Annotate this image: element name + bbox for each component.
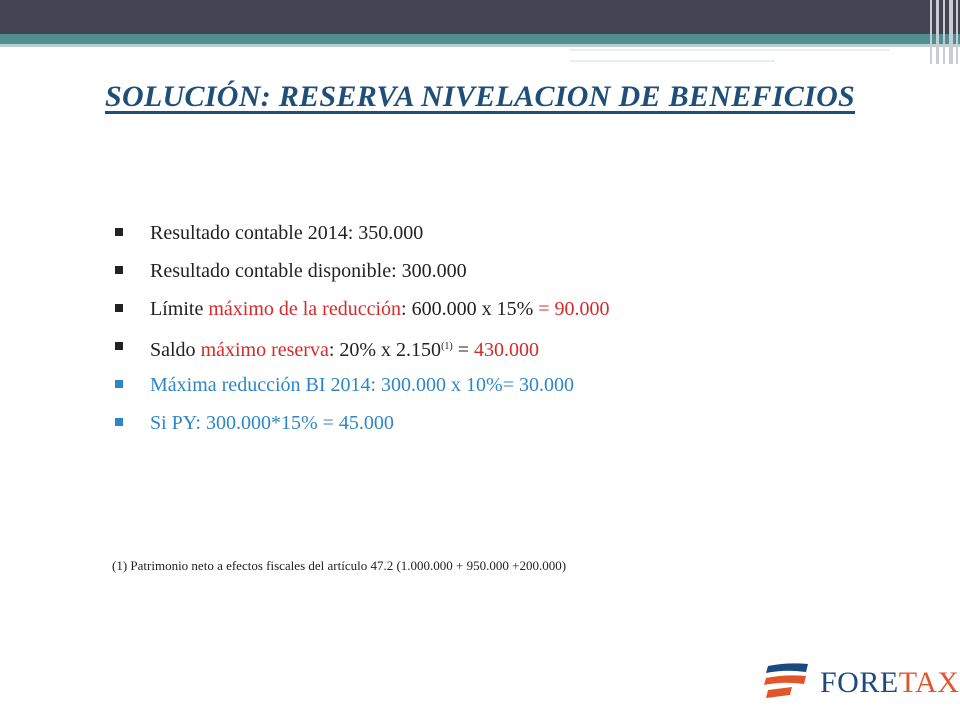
bullet-highlight: = 90.000 (538, 298, 610, 320)
header-decor-line (570, 49, 890, 51)
header-decor-line (570, 60, 775, 62)
bullet-text: : 20% x 2.150 (328, 339, 442, 361)
footnote-ref: (1) (441, 341, 453, 352)
header-teal-stripe (0, 34, 960, 44)
logo-wordmark: FORETAX (820, 666, 960, 699)
foretax-logo-icon (762, 660, 812, 704)
bullet-item (112, 328, 610, 366)
bullet-text: = (452, 339, 475, 361)
bullet-marker (115, 418, 123, 426)
bullet-highlight: máximo reserva (200, 339, 329, 361)
bullet-marker (115, 342, 123, 350)
header-light-stripe (0, 44, 960, 47)
bullet-highlight: 430.000 (474, 339, 540, 361)
bullet-text: Resultado contable 2014: 350.000 (150, 222, 424, 244)
bullet-text: Si PY: 300.000*15% = 45.000 (150, 412, 394, 434)
bullet-text: Saldo (150, 339, 201, 361)
bullet-marker (115, 266, 123, 274)
bullet-marker (115, 304, 123, 312)
bullet-item (112, 252, 610, 290)
header-band (0, 0, 960, 34)
bullet-text: Resultado contable disponible: 300.000 (150, 260, 467, 282)
bullet-highlight: máximo de la reducción (208, 298, 402, 320)
header-corner-stripes (926, 0, 960, 64)
footnote: (1) Patrimonio neto a efectos fiscales del artículo 47.2 (1.000.000 + 950.000 +200.000) (112, 558, 567, 573)
slide-title: SOLUCIÓN: RESERVA NIVELACION DE BENEFICIOS (104, 80, 856, 113)
bullet-text: : 600.000 x 15% (401, 298, 539, 320)
bullet-list (112, 214, 610, 442)
bullet-item (112, 214, 610, 252)
bullet-marker (115, 228, 123, 236)
bullet-item (112, 366, 610, 404)
bullet-text: Límite (150, 298, 209, 320)
foretax-logo (762, 660, 960, 704)
bullet-text: Máxima reducción BI 2014: 300.000 x 10%= 30.000 (150, 374, 574, 396)
bullet-marker (115, 380, 123, 388)
bullet-item (112, 404, 610, 442)
bullet-item (112, 290, 610, 328)
